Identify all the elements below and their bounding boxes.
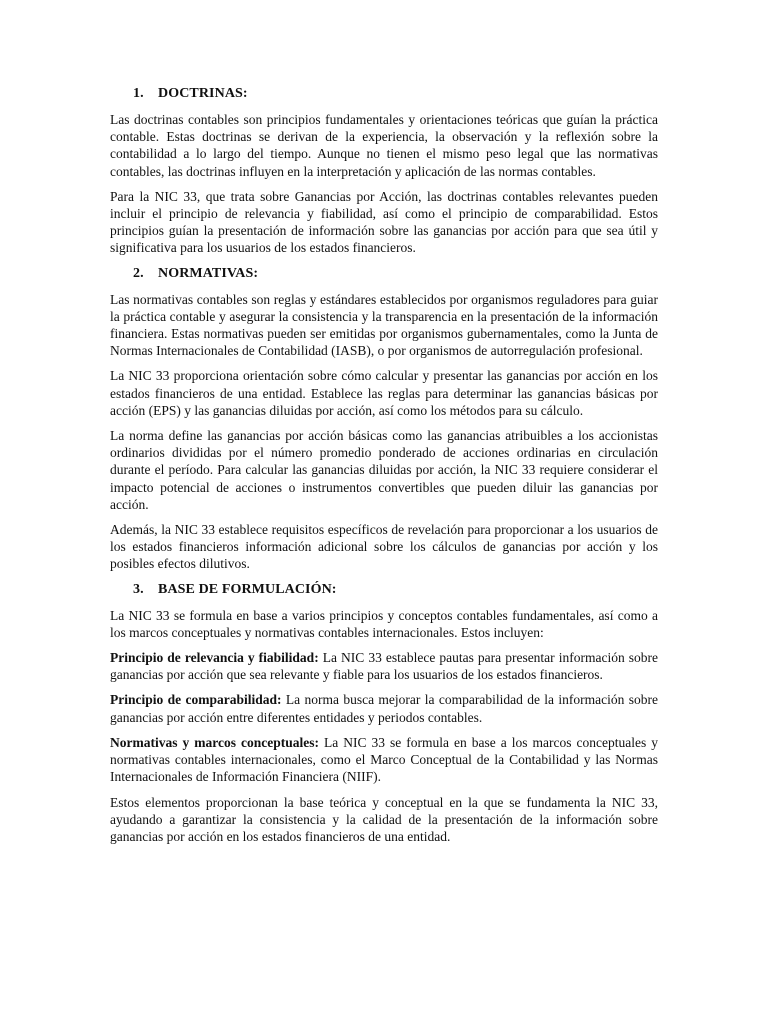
section-number: 3. [133,581,144,597]
document-body [110,85,658,853]
section-number: 2. [133,265,144,281]
section-heading-doctrinas [110,85,658,103]
definition-item [110,691,658,725]
section-number: 1. [133,86,144,101]
definition-text: La NIC 33 establece pautas para presentar información sobre ganancias por acción que sea relevante y fiable para los usuarios de los estados financieros. [110,650,658,683]
paragraph: Estos elementos proporcionan la base teórica y conceptual en la que se fundamenta la NIC 33, ayudando a garantizar la consistencia y la calidad de la presentación de la información sobre ganancias por acción en los estados financieros de una entidad. [110,794,658,844]
paragraph: Las doctrinas contables son principios fundamentales y orientaciones teóricas que guían la práctica contable. Estas doctrinas se derivan de la experiencia, la observación y la reflexión sobre la contabilidad a lo largo del tiempo. Aunque no tienen el mismo peso legal que las normativas contables, las doctrinas influyen en la interpretación y aplicación de las normas contables. [110,112,658,179]
section-title: BASE DE FORMULACIÓN: [158,581,337,597]
definition-text: La NIC 33 se formula en base a los marcos conceptuales y normativas contables internacionales, como el Marco Conceptual de la Contabilidad y las Normas Internacionales de Información Financiera (NIIF). [110,734,658,785]
paragraph: Además, la NIC 33 establece requisitos específicos de revelación para proporcionar a los usuarios de los estados financieros información adicional sobre los cálculos de ganancias por acción y los posibles efectos dilutivos. [110,522,658,572]
definition-item [110,734,658,786]
section-title: NORMATIVAS: [158,265,259,281]
paragraph: La NIC 33 se formula en base a varios principios y conceptos contables fundamentales, así como a los marcos conceptuales y normativas contables internacionales. Estos incluyen: [110,607,658,640]
definition-item [110,649,658,683]
section-title: DOCTRINAS: [158,86,248,101]
definition-text: La norma busca mejorar la comparabilidad de la información sobre ganancias por acción entre diferentes entidades y periodos contables. [110,692,658,725]
paragraph: La norma define las ganancias por acción básicas como las ganancias atribuibles a los accionistas ordinarios divididas por el número promedio ponderado de acciones ordinarias en circulación durante el período. Para calcular las ganancias diluidas por acción, la NIC 33 requiere considerar el impacto potencial de acciones o instrumentos convertibles que pueden diluir las ganancias por acción. [110,428,658,512]
definition-term: Principio de relevancia y fiabilidad: [110,650,319,666]
definition-term: Normativas y marcos conceptuales: [110,734,319,750]
paragraph: Las normativas contables son reglas y estándares establecidos por organismos reguladores para guiar la práctica contable y asegurar la consistencia y la transparencia en la presentación de la información financiera. Estas normativas pueden ser emitidas por organismos gubernamentales, como la Junta de Normas Internacionales de Contabilidad (IASB), o por organismos de autorregulación profesional. [110,291,658,359]
paragraph: Para la NIC 33, que trata sobre Ganancias por Acción, las doctrinas contables relevantes pueden incluir el principio de relevancia y fiabilidad, así como el principio de comparabilidad. Estos principios guían la presentación de información sobre las ganancias por acción para que sea útil y significativa para los usuarios de los estados financieros. [110,188,658,256]
section-heading-normativas [110,265,658,283]
section-heading-base-de-formulacion [110,581,658,599]
definition-term: Principio de comparabilidad: [110,692,282,708]
paragraph: La NIC 33 proporciona orientación sobre cómo calcular y presentar las ganancias por acción en los estados financieros de una entidad. Establece las reglas para determinar las ganancias básicas por acción (EPS) y las ganancias diluidas por acción, así como los métodos para su cálculo. [110,368,658,418]
